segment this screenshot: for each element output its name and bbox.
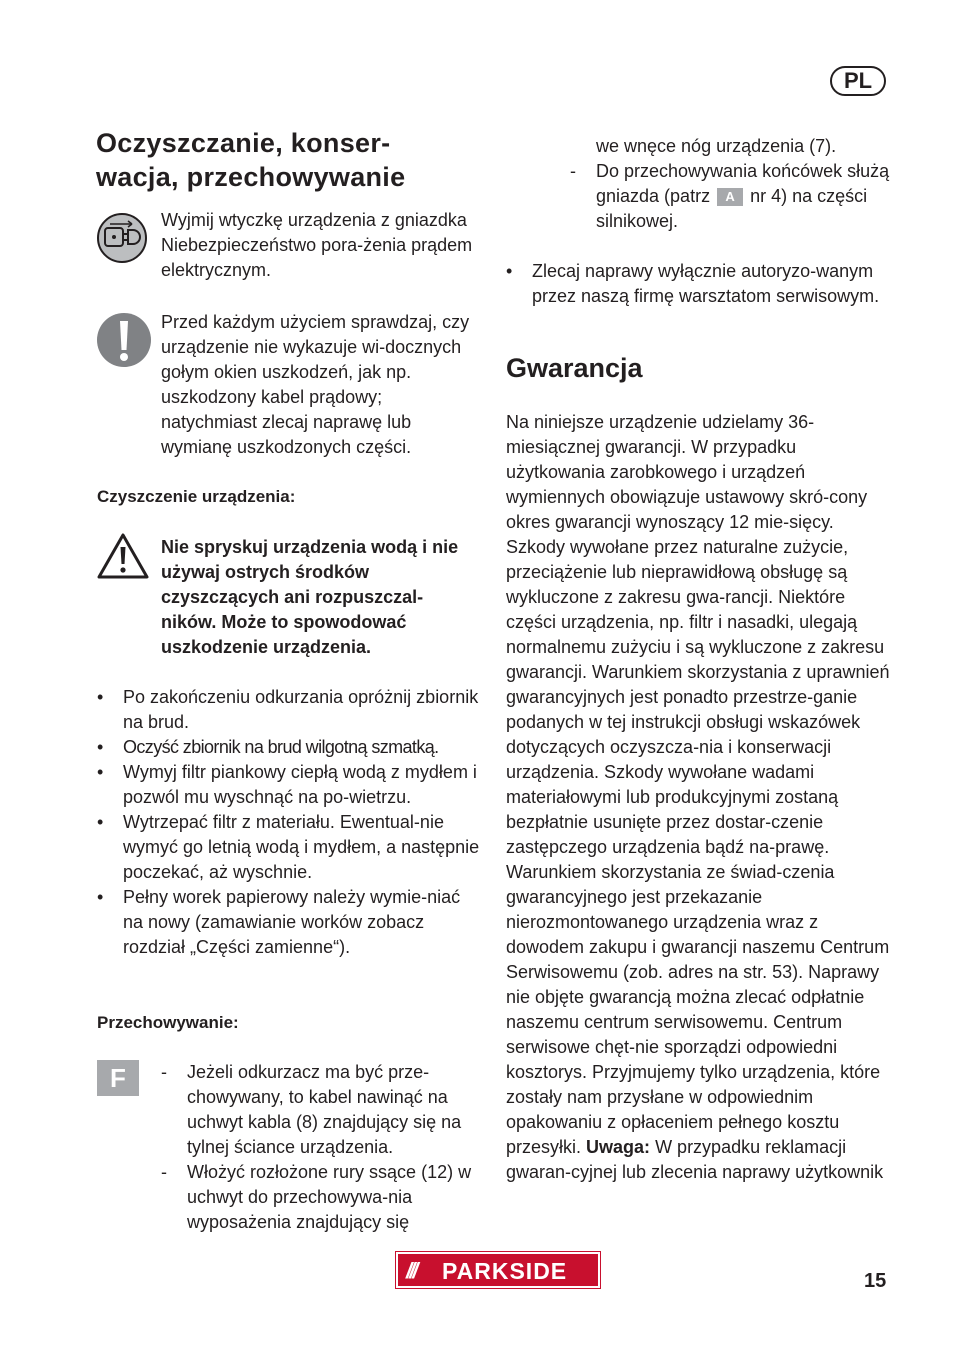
list-item: • Pełny worek papierowy należy wymie-niać na nowy (zamawianie worków zobacz rozdział „Części zamienne“). xyxy=(97,887,461,957)
list-item: • Wytrzepać filtr z materiału. Ewentual-nie wymyć go letnią wodą i mydłem, a następnie poczekać, aż wyschnie. xyxy=(97,812,480,882)
storage-heading: Przechowywanie: xyxy=(97,1013,239,1032)
warning-icon xyxy=(97,532,149,585)
cleaning-heading: Czyszczenie urządzenia: xyxy=(97,487,296,506)
figure-a-ref: A xyxy=(717,188,743,206)
figure-f-label: F xyxy=(97,1060,139,1096)
plug-icon xyxy=(96,212,148,269)
section-title: Oczyszczanie, konser- wacja, przechowywanie xyxy=(96,128,406,192)
warranty-text: Na niniejsze urządzenie udzielamy 36-miesiącznej gwarancji. W przypadku użytkowania zarobkowego i urządzeń wymiennych obowiązuje ustawowy skró-cony okres gwarancji wynoszący 12 mie-sięcy. Szkody wywołane przez naturalne zużycie, przeciążenie lub nieprawidłową obsługę są wykluczone z zakresu gwa-rancji. Niektóre części urządzenia, np. filtr i nasadki, ulegają normalnemu zużyciu i są wykluczone z zakresu gwarancji. Warunkiem skorzystania z uprawnień gwarancyjnych jest ponadto przestrze-ganie podanych w tej instrukcji obsługi wskazówek dotyczących oczyszcza-nia i konserwacji urządzenia. Szkody wywołane wadami materiałowymi lub produkcyjnymi zostaną bezpłatnie usunięte przez dostar-czenie zastępczego urządzenia bądź na-prawę. Warunkiem skorzystania ze świad-czenia gwarancyjnego jest przekazanie nierozmontowanego urządzenia wraz z dowodem zakupu i gwarancji naszemu Centrum Serwisowemu (zob. adres na str. 53). Naprawy nie objęte gwarancją można zlecać odpłatnie naszemu centrum serwisowemu. Centrum serwisowe chęt-nie sporządzi odpowiedni kosztorys. Przyjmujemy tylko urządzenia, które zostały nam przysłane w odpowiednim opakowaniu z opłaceniem pełnego kosztu przesyłki. Uwaga: W przypadku reklamacji gwaran-cyjnej lub zlecenia naprawy użytkownik xyxy=(506,412,890,1182)
list-item: • Po zakończeniu odkurzania opróżnij zbiornik na brud. xyxy=(97,687,479,732)
list-item: we wnęce nóg urządzenia (7). xyxy=(596,136,837,156)
repair-list xyxy=(506,259,894,309)
storage-list-continued xyxy=(570,134,894,234)
list-item: - Do przechowywania końcówek służą gniazda (patrz A nr 4) na części silnikowej. xyxy=(570,161,890,231)
storage-list xyxy=(161,1060,483,1235)
cleaning-list xyxy=(97,685,481,960)
list-item: - Włożyć rozłożone rury ssące (12) w uchwyt do przechowywa-nia wyposażenia znajdujący się xyxy=(161,1162,472,1232)
unplug-instruction: Wyjmij wtyczkę urządzenia z gniazdka Niebezpieczeństwo pora-żenia prądem elektrycznym. xyxy=(161,210,473,280)
parkside-logo: /// PARKSIDE xyxy=(396,1252,600,1288)
list-item: • Oczyść zbiornik na brud wilgotną szmatką. xyxy=(97,737,439,757)
warning-text: Nie spryskuj urządzenia wodą i nie używaj ostrych środków czyszczących ani rozpuszczal-ników. Może to spowodować uszkodzenie urządzenia. xyxy=(161,537,459,657)
page-number: 15 xyxy=(864,1270,887,1292)
language-badge: PL xyxy=(830,66,886,96)
note-label: Uwaga: xyxy=(586,1137,651,1157)
list-item: - Jeżeli odkurzacz ma być prze-chowywany, to kabel nawinąć na uchwyt kabla (8) znajdujący się na tylnej ściance urządzenia. xyxy=(161,1062,462,1157)
check-instruction: Przed każdym użyciem sprawdzaj, czy urządzenie nie wykazuje wi-docznych gołym okien uszkodzeń, jak np. uszkodzony kabel prądowy; natychmiast zlecaj naprawę lub wymianę uszkodzonych części. xyxy=(161,312,470,457)
exclamation-icon xyxy=(96,312,152,373)
note-text: W przypadku reklamacji gwaran-cyjnej lub zlecenia naprawy użytkownik xyxy=(506,1137,884,1182)
list-item: • Zlecaj naprawy wyłącznie autoryzo-wanym przez naszą firmę warsztatom serwisowym. xyxy=(506,261,880,306)
list-item: • Wymyj filtr piankowy ciepłą wodą z mydłem i pozwól mu wyschnąć na po-wietrzu. xyxy=(97,762,477,807)
warranty-title: Gwarancja xyxy=(506,353,643,383)
